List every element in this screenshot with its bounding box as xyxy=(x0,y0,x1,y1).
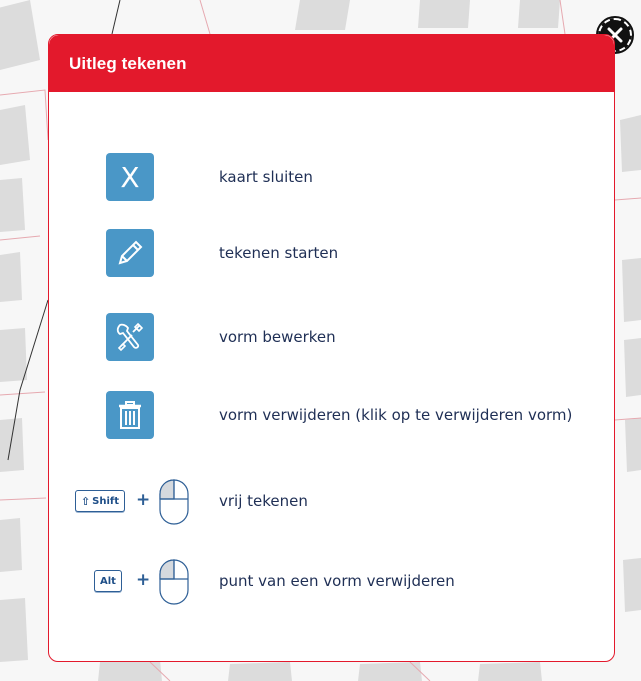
mouse-left-click-icon xyxy=(159,559,189,605)
trash-icon xyxy=(106,391,154,439)
dialog-title: Uitleg tekenen xyxy=(69,53,187,73)
pencil-icon xyxy=(106,229,154,277)
list-item-delete-shape xyxy=(49,390,614,440)
mouse-left-click-icon xyxy=(159,479,189,525)
list-item-label: punt van een vorm verwijderen xyxy=(219,572,455,590)
list-item-delete-point xyxy=(49,556,614,606)
list-item-label: vorm bewerken xyxy=(219,328,336,346)
plus-sign: + xyxy=(136,490,151,510)
list-item-free-drawing xyxy=(49,476,614,526)
list-item-label: kaart sluiten xyxy=(219,168,313,186)
alt-key-icon: Alt xyxy=(94,570,122,592)
dialog-header xyxy=(49,35,614,92)
list-item-close-map xyxy=(49,152,614,202)
list-item-label: vorm verwijderen (klik op te verwijderen vorm) xyxy=(219,406,573,424)
drawing-help-dialog xyxy=(48,34,615,662)
list-item-label: vrij tekenen xyxy=(219,492,308,510)
shift-key-icon: ⇧ Shift xyxy=(75,490,125,512)
plus-sign: + xyxy=(136,570,151,590)
list-item-edit-shape xyxy=(49,312,614,362)
list-item-label: tekenen starten xyxy=(219,244,339,262)
list-item-start-drawing xyxy=(49,228,614,278)
x-icon: X xyxy=(106,153,154,201)
tools-icon xyxy=(106,313,154,361)
